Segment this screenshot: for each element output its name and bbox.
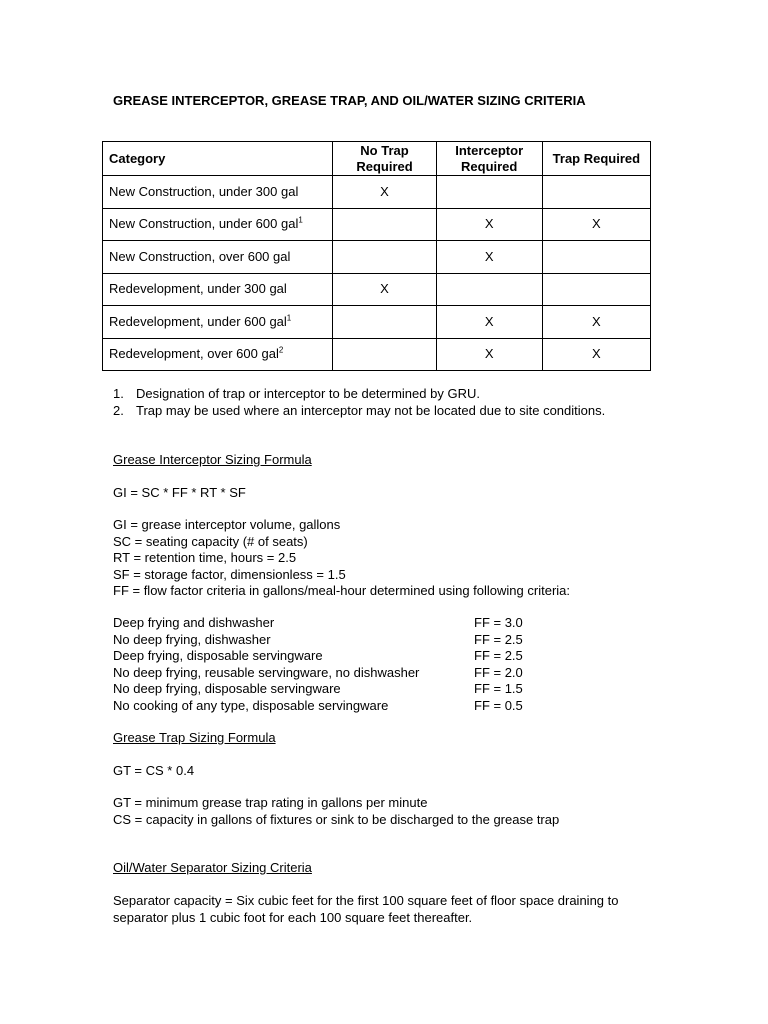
table-row — [103, 208, 651, 241]
gt-formula: GT = CS * 0.4 — [113, 763, 195, 778]
definition-line: GT = minimum grease trap rating in gallons per minute — [113, 795, 428, 810]
ows-text: Separator capacity = Six cubic feet for the first 100 square feet of floor space draining to separator plus 1 cubic foot for each 100 square feet thereafter. — [113, 893, 619, 925]
table-row — [103, 338, 651, 371]
header-category: Category — [103, 142, 333, 176]
row-trap: X — [542, 306, 650, 339]
table-row — [103, 273, 651, 306]
definition-line: SF = storage factor, dimensionless = 1.5 — [113, 566, 346, 582]
row-category: Redevelopment, under 600 gal$^1$ — [103, 306, 333, 339]
gi-formula: GI = SC * FF * RT * SF — [113, 485, 246, 500]
header-trap: Trap Required — [542, 142, 650, 176]
row-no-trap — [333, 306, 436, 339]
row-category: New Construction, under 300 gal — [103, 176, 333, 209]
table-row — [103, 176, 651, 209]
gi-heading: Grease Interceptor Sizing Formula — [113, 452, 312, 467]
list-item: No cooking of any type, disposable servingware FF = 0.5 — [113, 697, 523, 713]
row-trap — [542, 273, 650, 306]
row-trap — [542, 176, 650, 209]
footnote: 1. Designation of trap or interceptor to be determined by GRU. — [113, 386, 480, 401]
row-interceptor: X — [436, 208, 542, 241]
document-title: GREASE INTERCEPTOR, GREASE TRAP, AND OIL/WATER SIZING CRITERIA — [113, 93, 586, 108]
gt-heading: Grease Trap Sizing Formula — [113, 730, 276, 745]
footnotes — [113, 386, 605, 419]
list-item: No deep frying, disposable servingware FF = 1.5 — [113, 681, 523, 696]
row-interceptor — [436, 176, 542, 209]
row-category: Redevelopment, under 300 gal — [103, 273, 333, 306]
row-interceptor: X — [436, 241, 542, 274]
row-no-trap — [333, 338, 436, 371]
definition-line: SC = seating capacity (# of seats) — [113, 533, 308, 549]
footnote: 2. Trap may be used where an interceptor may not be located due to site conditions. — [113, 402, 606, 418]
list-item: No deep frying, reusable servingware, no dishwasher FF = 2.0 — [113, 664, 523, 680]
row-trap: X — [542, 338, 650, 371]
list-item: No deep frying, dishwasher FF = 2.5 — [113, 631, 523, 647]
row-interceptor: X — [436, 306, 542, 339]
header-interceptor: Interceptor Required — [436, 142, 542, 176]
list-item: Deep frying, disposable servingware FF = 2.5 — [113, 648, 523, 663]
table-row — [103, 241, 651, 274]
row-category: New Construction, over 600 gal — [103, 241, 333, 274]
ows-heading: Oil/Water Separator Sizing Criteria — [113, 860, 312, 875]
row-no-trap: X — [333, 273, 436, 306]
row-interceptor: X — [436, 338, 542, 371]
row-no-trap — [333, 208, 436, 241]
ff-criteria-list — [113, 615, 523, 714]
definition-line: FF = flow factor criteria in gallons/meal-hour determined using following criteria: — [113, 583, 570, 598]
gi-definitions — [113, 517, 570, 600]
table-row — [103, 306, 651, 339]
definition-line: CS = capacity in gallons of fixtures or sink to be discharged to the grease trap — [113, 811, 560, 827]
criteria-table — [102, 141, 651, 371]
definition-line: GI = grease interceptor volume, gallons — [113, 517, 341, 532]
row-no-trap — [333, 241, 436, 274]
gt-definitions — [113, 795, 559, 828]
row-category: New Construction, under 600 gal$^1$ — [103, 208, 333, 241]
row-no-trap: X — [333, 176, 436, 209]
row-trap: X — [542, 208, 650, 241]
definition-line: RT = retention time, hours = 2.5 — [113, 550, 297, 565]
row-category: Redevelopment, over 600 gal$^2$ — [103, 338, 333, 371]
list-item: Deep frying and dishwasher FF = 3.0 — [113, 615, 523, 630]
row-trap — [542, 241, 650, 274]
header-no-trap: No Trap Required — [333, 142, 436, 176]
row-interceptor — [436, 273, 542, 306]
table-header-row — [103, 142, 651, 176]
